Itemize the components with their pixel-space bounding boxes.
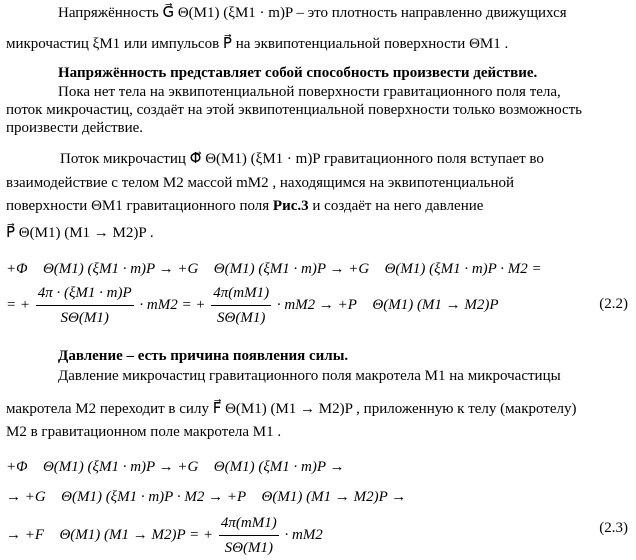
fraction-2 [211,282,271,329]
fraction-3-denominator: SΘ(M1) [224,540,273,556]
fraction-3 [219,512,279,559]
text-line-9 [6,197,636,215]
formula-line-19 [6,512,636,559]
formula-line-12 [6,282,636,329]
formula-12-mid: · mM2 = + [139,296,206,313]
equation-number-2-3: (2.3) [599,520,628,536]
fraction-1 [36,282,134,329]
formula-12-prefix: = + [6,296,30,313]
fraction-1-numerator: 4π · (ξM1 · m)P [36,282,134,306]
formula-line-18: → +G⃗ Θ(M1) (ξM1 · m)P · M2 → +P⃗ Θ(M1) (M1 → M2)P → [6,489,407,505]
text-line-9-c: и создаёт на него давление [308,198,484,214]
fraction-1-denominator: SΘ(M1) [60,310,109,326]
thesis-heading-1: Напряжённость представляет собой способность произвести действие. [58,65,538,81]
text-line-10: P⃗ Θ(M1) (M1 → M2)P . [6,225,154,241]
formula-19-suffix: · mM2 [284,526,323,543]
text-line-14: Давление микрочастиц гравитационного поля макротела M1 на микрочастицы [58,368,561,384]
thesis-heading-2: Давление – есть причина появления силы. [58,348,349,364]
text-line-5: поток микрочастиц, создаёт на этой эквипотенциальной поверхности только возможность [6,102,583,118]
fraction-3-numerator: 4π(mM1) [219,512,279,536]
text-line-15: макротела M2 переходит в силу F⃗ Θ(M1) (M1 → M2)P , приложенную к телу (макротелу) [6,401,577,417]
text-line-16: M2 в гравитационном поле макротела M1 . [6,424,282,440]
fraction-2-denominator: SΘ(M1) [217,310,266,326]
formula-line-17: +Φ⃗ Θ(M1) (ξM1 · m)P → +G⃗ Θ(M1) (ξM1 · m)P → [6,459,345,475]
formula-12-suffix: · mM2 → +P⃗ Θ(M1) (M1 → M2)P [276,296,499,313]
text-line-1: Напряжённость G⃗ Θ(M1) (ξM1 · m)P – это плотность направленно движущихся [58,5,567,21]
text-line-7: Поток микрочастиц Φ⃗ Θ(M1) (ξM1 · m)P гравитационного поля вступает во [60,151,544,167]
text-line-9-a: поверхности ΘM1 гравитационного поля [6,198,273,214]
text-line-2: микрочастиц ξM1 или импульсов P⃗ на эквипотенциальной поверхности ΘM1 . [6,36,509,52]
fraction-2-numerator: 4π(mM1) [211,282,271,306]
equation-number-2-2: (2.2) [599,296,628,312]
formula-line-11: +Φ⃗ Θ(M1) (ξM1 · m)P → +G⃗ Θ(M1) (ξM1 · m)P → +G⃗ Θ(M1) (ξM1 · m)P · M2 = [6,261,542,277]
text-line-4: Пока нет тела на эквипотенциальной поверхности гравитационного поля тела, [58,84,561,100]
formula-19-prefix: → +F⃗ Θ(M1) (M1 → M2)P = + [6,526,214,543]
figure-reference: Рис.3 [272,198,309,214]
text-line-6: произвести действие. [6,120,144,136]
text-line-8: взаимодействие с телом M2 массой mM2 , находящимся на эквипотенциальной [6,175,515,191]
